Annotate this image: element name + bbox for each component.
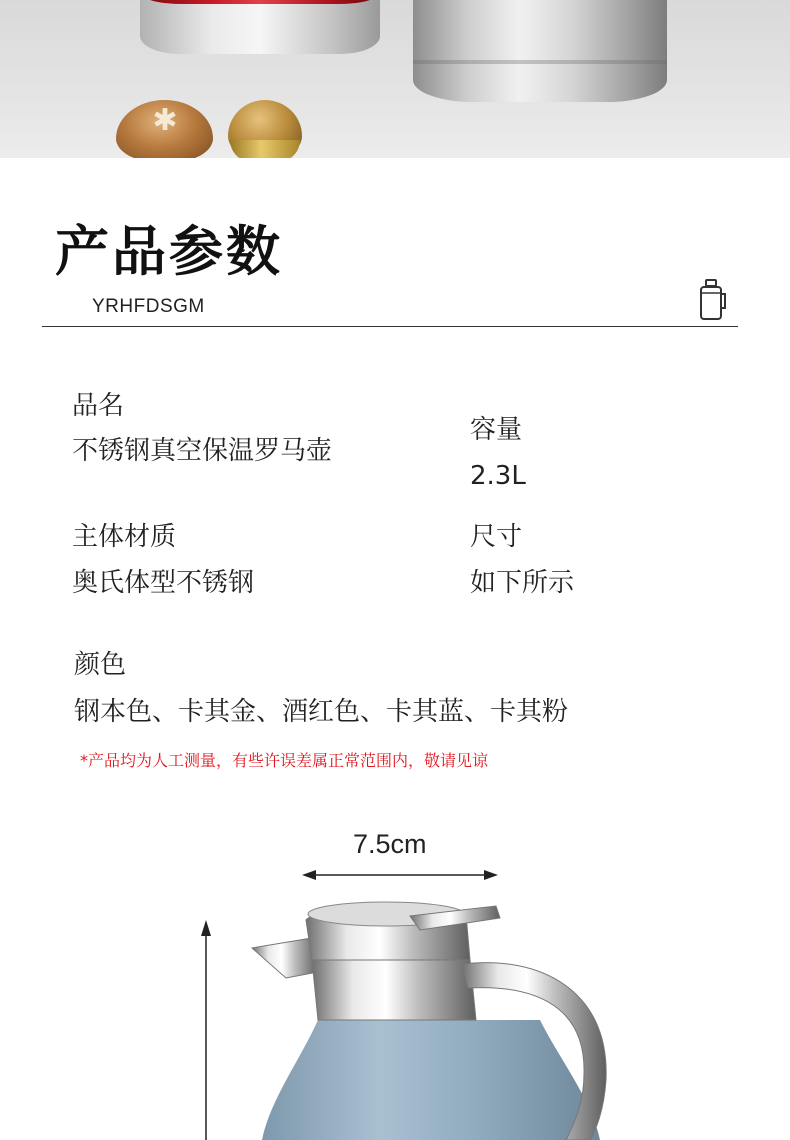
section-title: 产品参数 xyxy=(55,220,283,283)
spec-size-label: 尺寸 xyxy=(470,522,523,552)
height-arrow xyxy=(201,920,211,1140)
thermos-bottle-icon xyxy=(698,278,728,322)
spec-size-value: 如下所示 xyxy=(470,568,575,598)
spec-material-label: 主体材质 xyxy=(72,522,177,552)
spec-capacity-value: 2.3L xyxy=(470,461,526,491)
spec-material-value: 奥氏体型不锈钢 xyxy=(72,568,255,598)
width-dimension-label: 7.5cm xyxy=(353,829,427,859)
header-divider xyxy=(42,326,738,327)
spec-capacity-label: 容量 xyxy=(470,415,523,445)
brand-name: YRHFDSGM xyxy=(92,296,205,317)
width-arrow xyxy=(302,870,498,880)
spec-name-label: 品名 xyxy=(72,391,125,421)
spec-color-label: 颜色 xyxy=(74,650,127,680)
spec-color-value: 钢本色、卡其金、酒红色、卡其蓝、卡其粉 xyxy=(74,697,569,727)
kettle-dimension-diagram xyxy=(0,860,790,1140)
silver-pot-image xyxy=(413,0,667,102)
egg-cup-image xyxy=(230,140,300,158)
red-pot-image xyxy=(140,0,380,54)
top-product-photo xyxy=(0,0,790,158)
bun-star-mark: ✱ xyxy=(152,103,178,138)
measurement-note: *产品均为人工测量，有些许误差属正常范围内，敬请见谅 xyxy=(80,751,489,770)
kettle-image xyxy=(252,902,606,1140)
spec-name-value: 不锈钢真空保温罗马壶 xyxy=(72,436,333,466)
